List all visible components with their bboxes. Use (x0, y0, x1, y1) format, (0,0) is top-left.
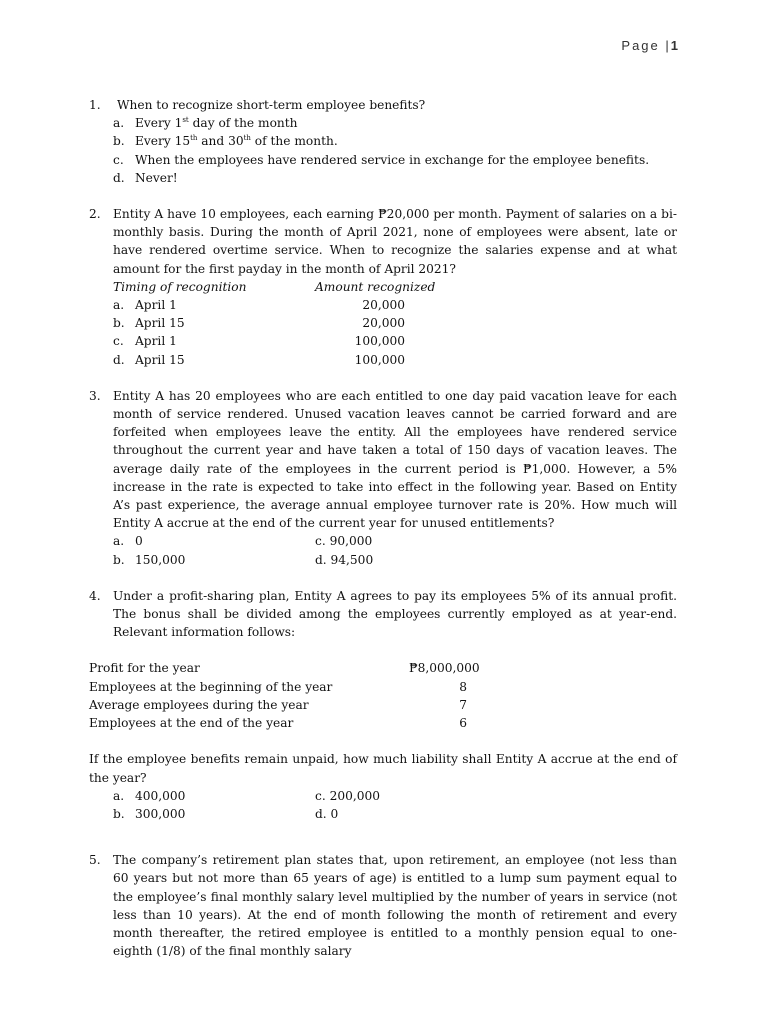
page-label: Page | (621, 38, 671, 53)
question-4-options (89, 787, 677, 823)
page-number: 1 (670, 38, 678, 53)
info-row (89, 678, 677, 696)
column-header: Amount recognized (315, 279, 436, 294)
info-value: 6 (459, 716, 467, 731)
option-letter: a. (113, 116, 125, 131)
superscript: th (190, 134, 198, 143)
question-text: Under a profit-sharing plan, Entity A agrees to pay its employees 5% of its annual profit. The bonus shall be divided among the employees currently employed as at year-end. Relevant information follows: (113, 588, 677, 640)
option-letter: d. (113, 352, 125, 367)
option-letter: d. (113, 170, 125, 185)
option-letter: c. (113, 334, 124, 349)
option-a: 0 (135, 534, 143, 549)
superscript: st (182, 116, 189, 125)
info-row (89, 696, 677, 714)
option-text: day of the month (188, 116, 298, 131)
document-body (89, 96, 677, 960)
question-1 (89, 96, 677, 187)
question-3 (89, 387, 677, 569)
question-number: 5. (89, 853, 101, 868)
table-row (113, 351, 677, 369)
info-row (89, 659, 677, 677)
option-letter: a. (113, 534, 125, 549)
amount-cell: 100,000 (354, 334, 405, 349)
table-row (113, 332, 677, 350)
superscript: th (243, 134, 251, 143)
option-b: 150,000 (135, 552, 186, 567)
option-text: Every 1 (135, 116, 183, 131)
question-text: Entity A has 20 employees who are each entitled to one day paid vacation leave for each month of service rendered. Unused vacation leaves cannot be carried forward and are forfeited when employees leave the entity. All the employees have rendered service throughout the current year and have taken a total of 150 days of vacation leaves. The average daily rate of the employees in the current period is ₱1,000. However, a 5% increase in the rate is expected to take into effect in the following year. Based on Entity A’s past experience, the average annual employee turnover rate is 20%. How much will Entity A accrue at the end of the current year for unused entitlements? (113, 388, 677, 531)
option-text: of the month. (250, 134, 338, 149)
option-letter: a. (113, 298, 125, 313)
option-letter: b. (113, 806, 125, 821)
question-text: The company’s retirement plan states that, upon retirement, an employee (not less than 60 years but not more than 65 years of age) is entitled to a lump sum payment equal to the employee’s final monthly salary level multiplied by the number of years in service (not less than 10 years). At the end of month following the month of retirement and every month thereafter, the retired employee is entitled to a monthly pension equal to one-eighth (1/8) of the final monthly salary (113, 853, 677, 959)
info-row (89, 714, 677, 732)
timing-cell: April 1 (135, 298, 177, 313)
info-label: Employees at the beginning of the year (89, 679, 333, 694)
table-row (113, 314, 677, 332)
option-a (113, 114, 677, 132)
option-text: Never! (135, 170, 178, 185)
option-b (113, 132, 677, 150)
option-row (113, 805, 677, 823)
timing-cell: April 15 (135, 352, 185, 367)
option-row (113, 787, 677, 805)
option-c: c. 90,000 (315, 534, 373, 549)
option-d: d. 94,500 (315, 552, 374, 567)
amount-cell: 20,000 (362, 298, 405, 313)
option-row (113, 551, 677, 569)
timing-cell: April 1 (135, 334, 177, 349)
question-5 (89, 851, 677, 960)
option-d (113, 169, 677, 187)
info-value: 7 (459, 697, 467, 712)
question-4-prompt: If the employee benefits remain unpaid, how much liability shall Entity A accrue at the end of the year? (89, 752, 677, 785)
info-label: Average employees during the year (89, 697, 309, 712)
question-4 (89, 587, 677, 642)
option-text: and 30 (197, 134, 244, 149)
option-letter: a. (113, 788, 125, 803)
question-number: 4. (89, 588, 101, 603)
question-2 (89, 205, 677, 369)
amount-cell: 100,000 (354, 352, 405, 367)
option-letter: b. (113, 134, 125, 149)
info-table (89, 659, 677, 732)
column-header: Timing of recognition (113, 279, 247, 294)
info-value: 8 (459, 679, 467, 694)
question-text: When to recognize short-term employee benefits? (117, 98, 426, 112)
timing-cell: April 15 (135, 316, 185, 331)
answer-table-header (113, 278, 677, 296)
option-a: 400,000 (135, 788, 186, 803)
option-c (113, 151, 677, 169)
option-b: 300,000 (135, 806, 186, 821)
table-row (113, 296, 677, 314)
question-number: 3. (89, 388, 101, 403)
info-label: Employees at the end of the year (89, 716, 294, 731)
option-list (113, 114, 677, 187)
option-d: d. 0 (315, 806, 339, 821)
amount-cell: 20,000 (362, 316, 405, 331)
page-header (621, 38, 678, 53)
option-text: When the employees have rendered service in exchange for the employee benefits. (135, 152, 650, 167)
option-row (113, 532, 677, 550)
info-label: Profit for the year (89, 661, 200, 676)
question-number: 2. (89, 207, 101, 222)
option-text: Every 15 (135, 134, 191, 149)
info-value: ₱8,000,000 (409, 661, 480, 676)
question-text: Entity A have 10 employees, each earning ₱20,000 per month. Payment of salaries on a bi-monthly basis. During the month of April 2021, none of employees were absent, late or have rendered overtime service. When to recognize the salaries expense and at what amount for the first payday in the month of April 2021? (113, 207, 677, 276)
option-letter: b. (113, 316, 125, 331)
option-letter: b. (113, 552, 125, 567)
option-letter: c. (113, 152, 124, 167)
question-number: 1. (89, 98, 101, 112)
option-c: c. 200,000 (315, 788, 380, 803)
